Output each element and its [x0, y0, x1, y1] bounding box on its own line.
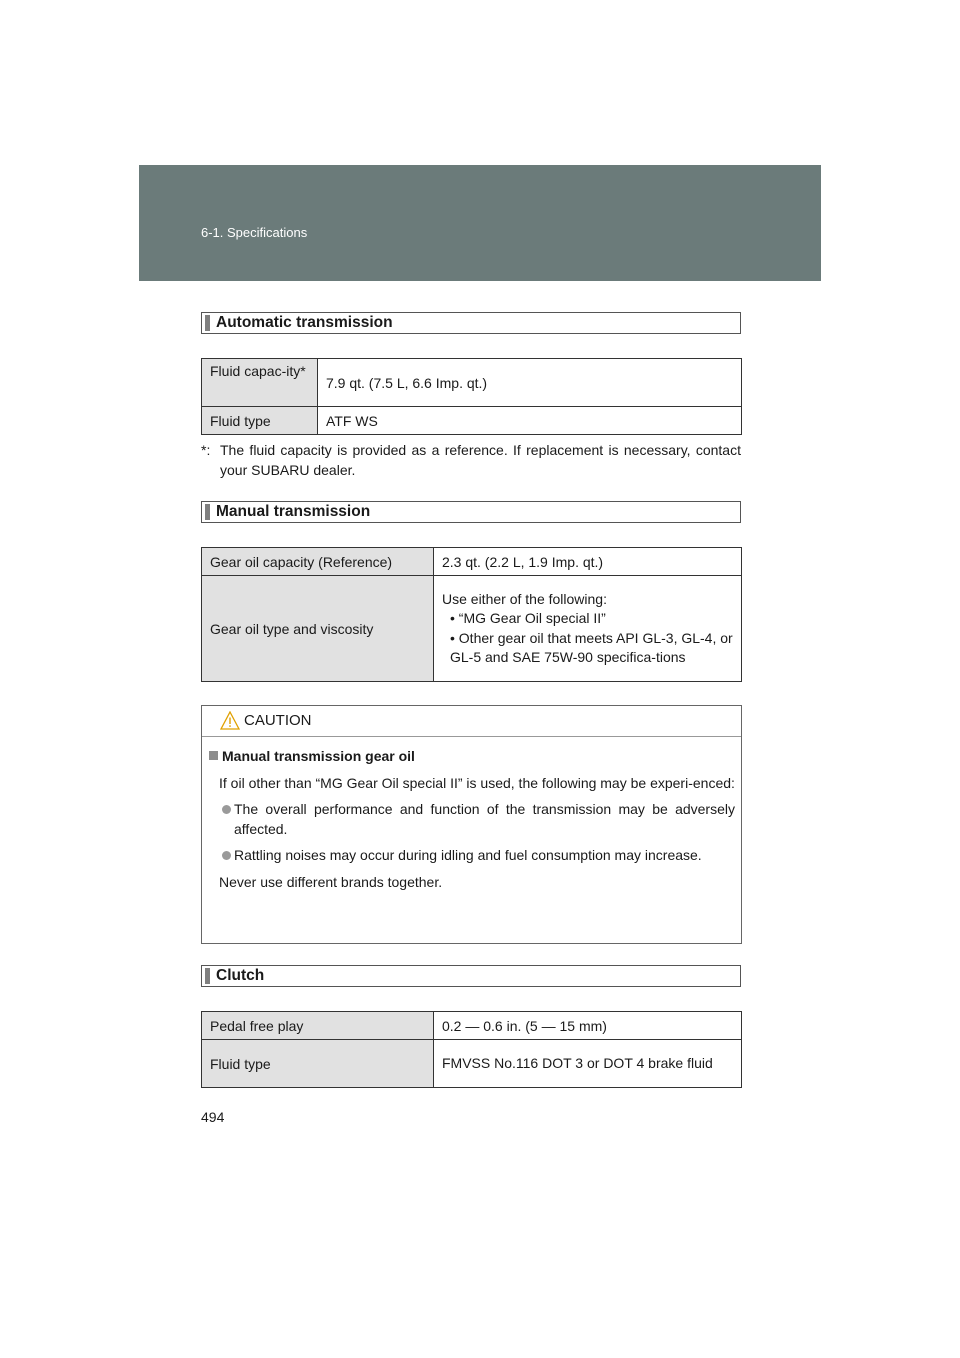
page-number: 494	[201, 1109, 225, 1125]
table-row	[202, 407, 742, 435]
table-cell-label: Gear oil capacity (Reference)	[202, 548, 434, 576]
footnote-mark: *:	[201, 442, 211, 458]
list-item: • Other gear oil that meets API GL-3, GL-4, or GL-5 and SAE 75W-90 specifica-tions	[450, 629, 733, 665]
manual-transmission-table	[201, 547, 742, 682]
caution-bullet	[209, 800, 735, 839]
table-cell-value: 7.9 qt. (7.5 L, 6.6 Imp. qt.)	[318, 359, 742, 407]
circle-bullet-icon	[222, 851, 231, 860]
square-bullet-icon	[209, 751, 218, 760]
breadcrumb: 6-1. Specifications	[201, 225, 308, 240]
caution-box	[201, 705, 742, 944]
table-cell-value: ATF WS	[318, 407, 742, 435]
caution-intro: If oil other than “MG Gear Oil special II” is used, the following may be experi-enced:	[219, 774, 735, 791]
caution-bullet	[209, 846, 735, 866]
list-item: • “MG Gear Oil special II”	[450, 610, 606, 626]
table-row	[202, 359, 742, 407]
automatic-transmission-table	[201, 358, 742, 435]
table-cell-value: 2.3 qt. (2.2 L, 1.9 Imp. qt.)	[434, 548, 742, 576]
table-row	[202, 576, 742, 682]
table-cell-value	[434, 576, 742, 682]
table-row	[202, 1040, 742, 1088]
table-row	[202, 1012, 742, 1040]
table-cell-label: Fluid type	[202, 1040, 434, 1088]
caution-closing: Never use different brands together.	[219, 873, 443, 890]
caution-subheading	[209, 747, 735, 767]
caution-subheading-text: Manual transmission gear oil	[222, 748, 415, 764]
warning-triangle-icon	[220, 711, 240, 730]
table-cell-label: Pedal free play	[202, 1012, 434, 1040]
caution-header	[202, 706, 741, 737]
circle-bullet-icon	[222, 805, 231, 814]
caution-body	[202, 737, 741, 892]
header-band	[139, 165, 821, 281]
section-title-automatic-transmission: Automatic transmission	[201, 312, 741, 334]
value-intro: Use either of the following:	[442, 590, 607, 607]
caution-bullet-text: Rattling noises may occur during idling and fuel consumption may increase.	[234, 847, 702, 863]
clutch-table	[201, 1011, 742, 1088]
section-title-manual-transmission: Manual transmission	[201, 501, 741, 523]
table-cell-value: 0.2 — 0.6 in. (5 — 15 mm)	[434, 1012, 742, 1040]
table-cell-value: FMVSS No.116 DOT 3 or DOT 4 brake fluid	[434, 1040, 742, 1088]
table-cell-label: Gear oil type and viscosity	[202, 576, 434, 682]
footnote-text: The fluid capacity is provided as a reference. If replacement is necessary, contact your SUBARU dealer.	[220, 442, 741, 478]
section-title-clutch: Clutch	[201, 965, 741, 987]
footnote	[201, 440, 741, 480]
caution-bullet-text: The overall performance and function of the transmission may be adversely affected.	[234, 801, 735, 837]
caution-heading: CAUTION	[244, 712, 312, 729]
table-cell-label: Fluid capac-ity*	[202, 359, 318, 407]
table-row	[202, 548, 742, 576]
table-cell-label: Fluid type	[202, 407, 318, 435]
